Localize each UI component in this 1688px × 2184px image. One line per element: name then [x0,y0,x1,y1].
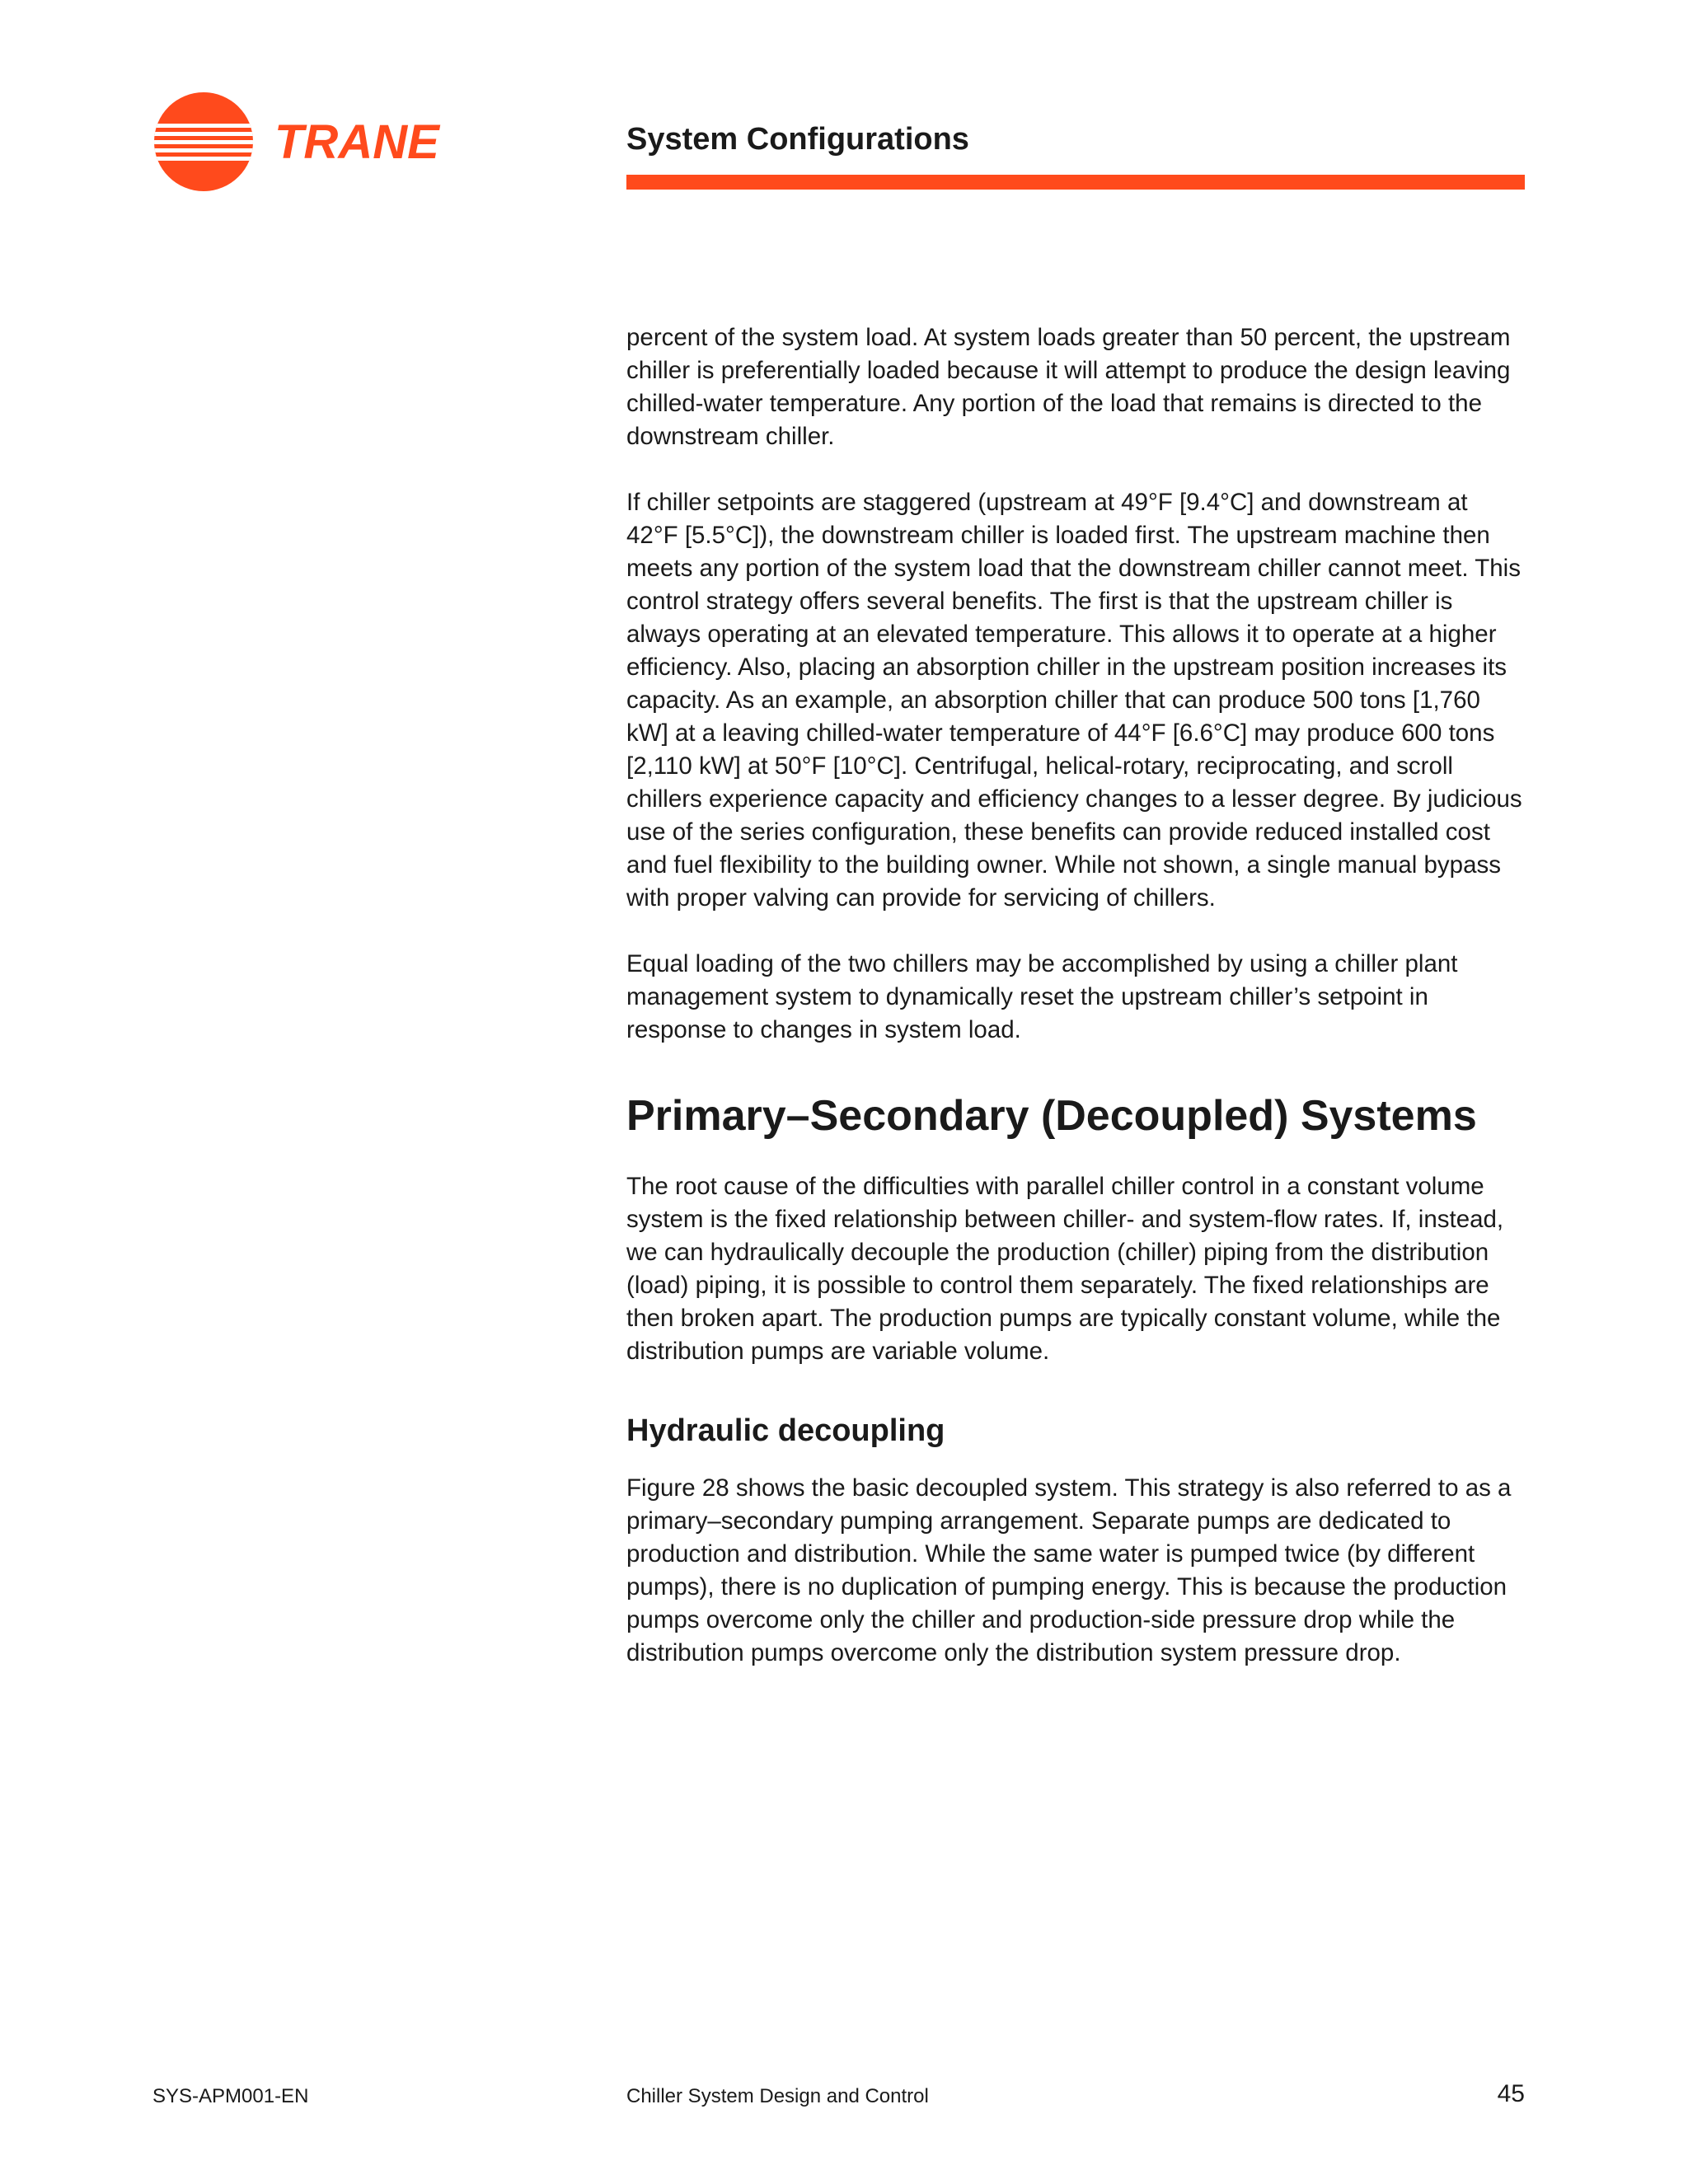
logo-wordmark: TRANE [274,115,439,169]
trane-logo-mark [152,91,466,194]
paragraph-2: If chiller setpoints are staggered (upstream at 49°F [9.4°C] and downstream at 42°F [5.5°C]), the downstream chiller is loaded first. The upstream machine then meets any portion of the system load that the downstream chiller cannot meet. This control strategy offers several benefits. The first is that the upstream chiller is always operating at an elevated temperature. This allows it to operate at a higher efficiency. Also, placing an absorption chiller in the upstream position increases its capacity. As an example, an absorption chiller that can produce 500 tons [1,760 kW] at a leaving chilled-water temperature of 44°F [6.6°C] may produce 600 tons [2,110 kW] at 50°F [10°C]. Centrifugal, helical-rotary, reciprocating, and scroll chillers experience capacity and efficiency changes to a lesser degree. By judicious use of the series configuration, these benefits can provide reduced installed cost and fuel flexibility to the building owner. While not shown, a single manual bypass with proper valving can provide for servicing of chillers. [626,489,1522,912]
footer-doc-title: Chiller System Design and Control [626,2085,929,2107]
paragraph-5: Figure 28 shows the basic decoupled system. This strategy is also referred to as a primary–secondary pumping arrangement. Separate pumps are dedicated to production and distribution. While the same water is pumped twice (by different pumps), there is no duplication of pumping energy. This is because the production pumps overcome only the chiller and production-side pressure drop while the distribution pumps overcome only the distribution system pressure drop. [626,1474,1512,1666]
paragraph-4: The root cause of the difficulties with parallel chiller control in a constant volume system is the fixed relationship between chiller- and system-flow rates. If, instead, we can hydraulically decouple the production (chiller) piping from the distribution (load) piping, it is possible to control them separately. The fixed relationships are then broken apart. The production pumps are typically constant volume, while the distribution pumps are variable volume. [626,1173,1504,1365]
page-number: 45 [1497,2080,1525,2107]
title-rule [626,175,1525,190]
section-title: System Configurations [626,122,969,157]
paragraph-1: percent of the system load. At system loads greater than 50 percent, the upstream chiller is preferentially loaded because it will attempt to produce the design leaving chilled-water temperature. Any portion of the load that remains is directed to the downstream chiller. [626,324,1511,450]
paragraph-3: Equal loading of the two chillers may be accomplished by using a chiller plant management system to dynamically reset the upstream chiller’s setpoint in response to changes in system load. [626,950,1458,1043]
trane-logo [152,91,466,194]
heading-hydraulic-decoupling: Hydraulic decoupling [626,1413,945,1448]
heading-primary-secondary: Primary–Secondary (Decoupled) Systems [626,1092,1477,1140]
footer-doc-code: SYS-APM001-EN [152,2085,309,2107]
main-content [626,321,1525,1670]
